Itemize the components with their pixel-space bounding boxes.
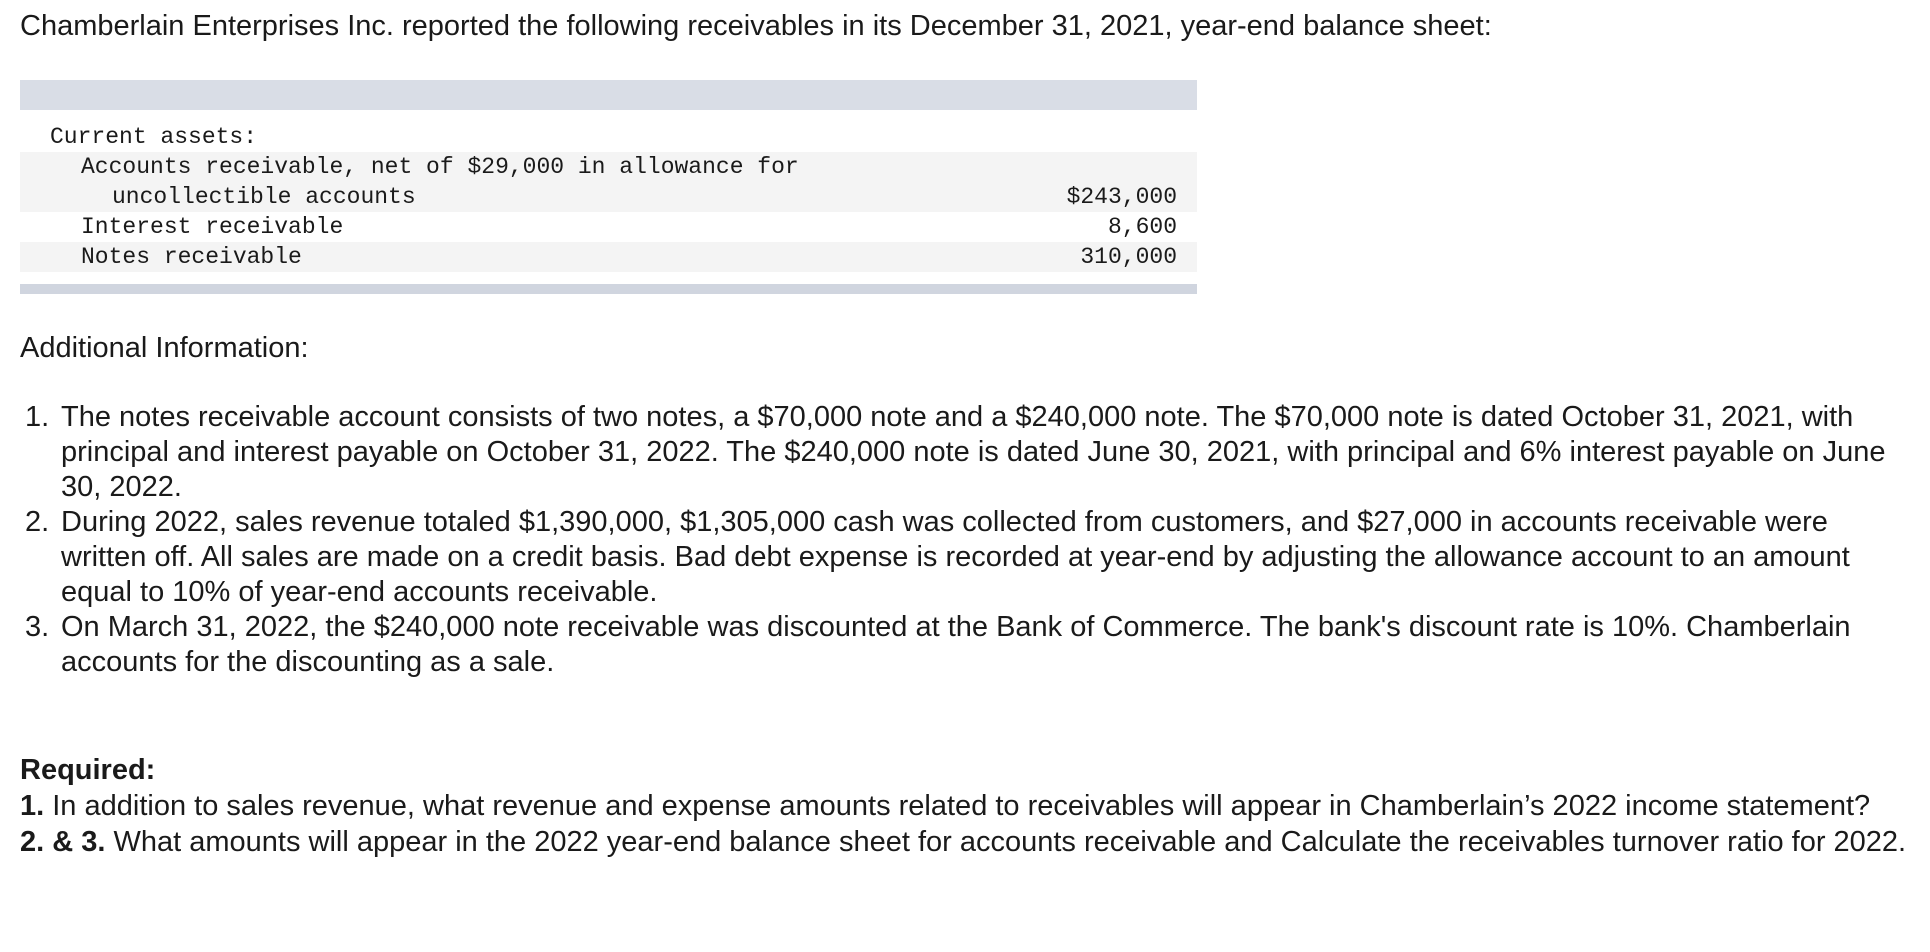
table-row	[20, 212, 1197, 242]
table-row	[20, 152, 1197, 182]
list-item	[20, 400, 1910, 505]
list-item	[20, 610, 1910, 680]
required-item	[20, 824, 1910, 860]
table-row	[20, 182, 1197, 212]
row-amount: 8,600	[1107, 214, 1177, 240]
balance-sheet-table	[20, 80, 1197, 294]
list-item-text: The notes receivable account consists of two notes, a $70,000 note and a $240,000 note. The $70,000 note is dated October 31, 2021, with principal and interest payable on October 31, 2022. The $240,000 note is dated June 30, 2021, with principal and 6% interest payable on June 30, 2022.	[61, 401, 1886, 503]
row-label: Interest receivable	[81, 214, 344, 240]
required-item	[20, 788, 1910, 824]
list-item	[20, 505, 1910, 610]
required-title: Required:	[20, 754, 156, 786]
additional-info-title: Additional Information:	[20, 332, 309, 364]
table-row-section	[20, 122, 1197, 152]
required-item-number: 1.	[20, 790, 45, 822]
list-item-text: On March 31, 2022, the $240,000 note receivable was discounted at the Bank of Commerce. The bank's discount rate is 10%. Chamberlain accounts for the discounting as a sale.	[61, 611, 1851, 678]
list-item-number: 1.	[25, 401, 50, 433]
table-header-bar	[20, 80, 1197, 110]
table-body	[20, 110, 1197, 284]
row-amount: 310,000	[1080, 244, 1177, 270]
table-footer-bar	[20, 284, 1197, 294]
list-item-text: During 2022, sales revenue totaled $1,390,000, $1,305,000 cash was collected from customers, and $27,000 in accounts receivable were written off. All sales are made on a credit basis. Bad debt expense is recorded at year-end by adjusting the allowance account to an amount equal to 10% of year-end accounts receivable.	[61, 506, 1850, 608]
row-label: uncollectible accounts	[112, 184, 416, 210]
row-label: Notes receivable	[81, 244, 302, 270]
intro-text: Chamberlain Enterprises Inc. reported the following receivables in its December 31, 2021, year-end balance sheet:	[20, 10, 1492, 42]
required-item-text: What amounts will appear in the 2022 year-end balance sheet for accounts receivable and Calculate the receivables turnover ratio for 2022.	[113, 826, 1907, 858]
required-section	[20, 752, 1910, 860]
row-amount: $243,000	[1066, 184, 1177, 210]
section-label: Current assets:	[50, 124, 258, 150]
required-item-number: 2. & 3.	[20, 826, 106, 858]
row-label: Accounts receivable, net of $29,000 in allowance for	[81, 154, 799, 180]
table-row	[20, 242, 1197, 272]
additional-info-list	[20, 400, 1910, 680]
list-item-number: 2.	[25, 506, 50, 538]
required-item-text: In addition to sales revenue, what revenue and expense amounts related to receivables will appear in Chamberlain’s 2022 income statement?	[52, 790, 1871, 822]
list-item-number: 3.	[25, 611, 50, 643]
